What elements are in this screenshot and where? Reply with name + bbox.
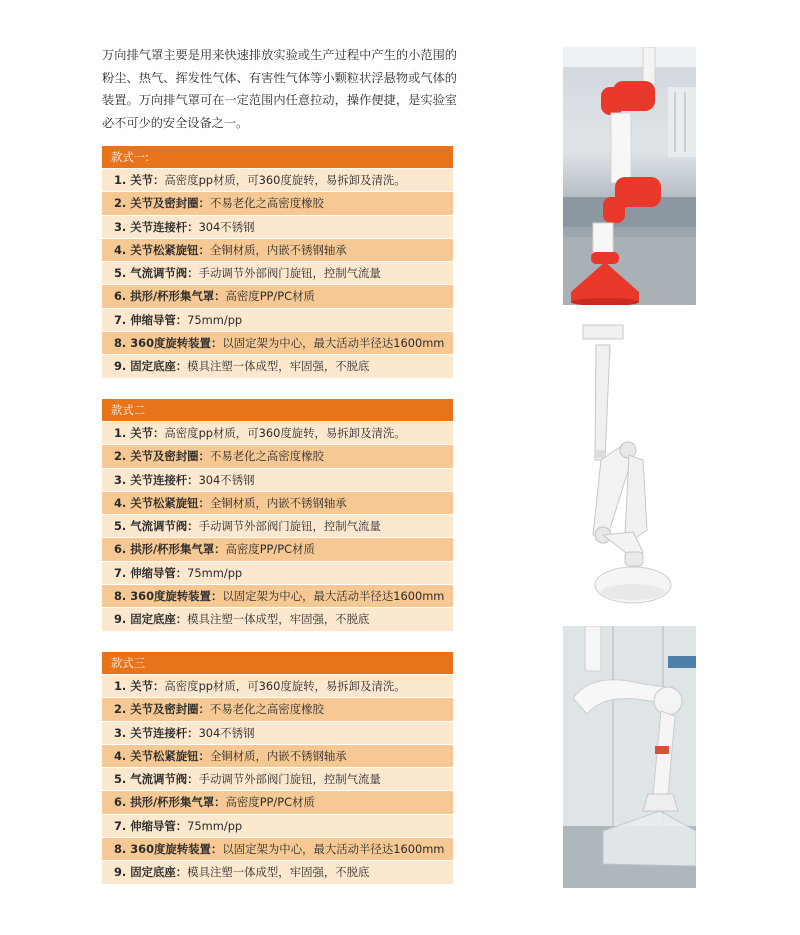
spec-row: 3. 关节连接杆：304不锈钢 <box>102 468 453 491</box>
spec-row: 5. 气流调节阀：手动调节外部阀门旋钮，控制气流量 <box>102 261 453 284</box>
spec-row: 6. 拱形/杯形集气罩：高密度PP/PC材质 <box>102 284 453 307</box>
spec-row: 2. 关节及密封圈：不易老化之高密度橡胶 <box>102 697 453 720</box>
spec-row: 4. 关节松紧旋钮：全铜材质，内嵌不锈钢轴承 <box>102 238 453 261</box>
spec-row: 7. 伸缩导管：75mm/pp <box>102 814 453 837</box>
spec-row: 9. 固定底座：模具注塑一体成型，牢固强，不脱底 <box>102 860 453 883</box>
spec-row: 6. 拱形/杯形集气罩：高密度PP/PC材质 <box>102 790 453 813</box>
spec-table-title: 款式二 <box>102 399 453 421</box>
product-photo-red-hood <box>563 47 696 305</box>
spec-row: 8. 360度旋转装置：以固定架为中心，最大活动半径达1600mm <box>102 331 453 354</box>
spec-table-style-1 <box>102 146 453 378</box>
spec-row: 1. 关节：高密度pp材质，可360度旋转，易拆卸及清洗。 <box>102 168 453 191</box>
spec-row: 7. 伸缩导管：75mm/pp <box>102 561 453 584</box>
spec-row: 8. 360度旋转装置：以固定架为中心，最大活动半径达1600mm <box>102 837 453 860</box>
spec-row: 2. 关节及密封圈：不易老化之高密度橡胶 <box>102 444 453 467</box>
spec-row: 4. 关节松紧旋钮：全铜材质，内嵌不锈钢轴承 <box>102 744 453 767</box>
spec-row: 3. 关节连接杆：304不锈钢 <box>102 721 453 744</box>
spec-table-title: 款式三 <box>102 652 453 674</box>
spec-row: 1. 关节：高密度pp材质，可360度旋转，易拆卸及清洗。 <box>102 421 453 444</box>
spec-row: 8. 360度旋转装置：以固定架为中心，最大活动半径达1600mm <box>102 584 453 607</box>
spec-row: 6. 拱形/杯形集气罩：高密度PP/PC材质 <box>102 537 453 560</box>
spec-row: 3. 关节连接杆：304不锈钢 <box>102 215 453 238</box>
product-photo-white-arm <box>563 320 696 610</box>
intro-paragraph: 万向排气罩主要是用来快速排放实验或生产过程中产生的小范围的粉尘、热气、挥发性气体、有害性气体等小颗粒状浮悬物或气体的装置。万向排气罩可在一定范围内任意拉动，操作便捷，是实验室必不可少的安全设备之一。 <box>102 48 457 130</box>
spec-table-style-3 <box>102 652 453 884</box>
spec-row: 2. 关节及密封圈：不易老化之高密度橡胶 <box>102 191 453 214</box>
spec-row: 9. 固定底座：模具注塑一体成型，牢固强，不脱底 <box>102 354 453 377</box>
spec-row: 5. 气流调节阀：手动调节外部阀门旋钮，控制气流量 <box>102 514 453 537</box>
spec-row: 9. 固定底座：模具注塑一体成型，牢固强，不脱底 <box>102 607 453 630</box>
spec-table-title: 款式一: <box>102 146 453 168</box>
spec-row: 1. 关节：高密度pp材质，可360度旋转，易拆卸及清洗。 <box>102 674 453 697</box>
spec-row: 7. 伸缩导管：75mm/pp <box>102 308 453 331</box>
product-photo-glass-room <box>563 626 696 888</box>
spec-row: 5. 气流调节阀：手动调节外部阀门旋钮，控制气流量 <box>102 767 453 790</box>
spec-table-style-2 <box>102 399 453 631</box>
spec-row: 4. 关节松紧旋钮：全铜材质，内嵌不锈钢轴承 <box>102 491 453 514</box>
